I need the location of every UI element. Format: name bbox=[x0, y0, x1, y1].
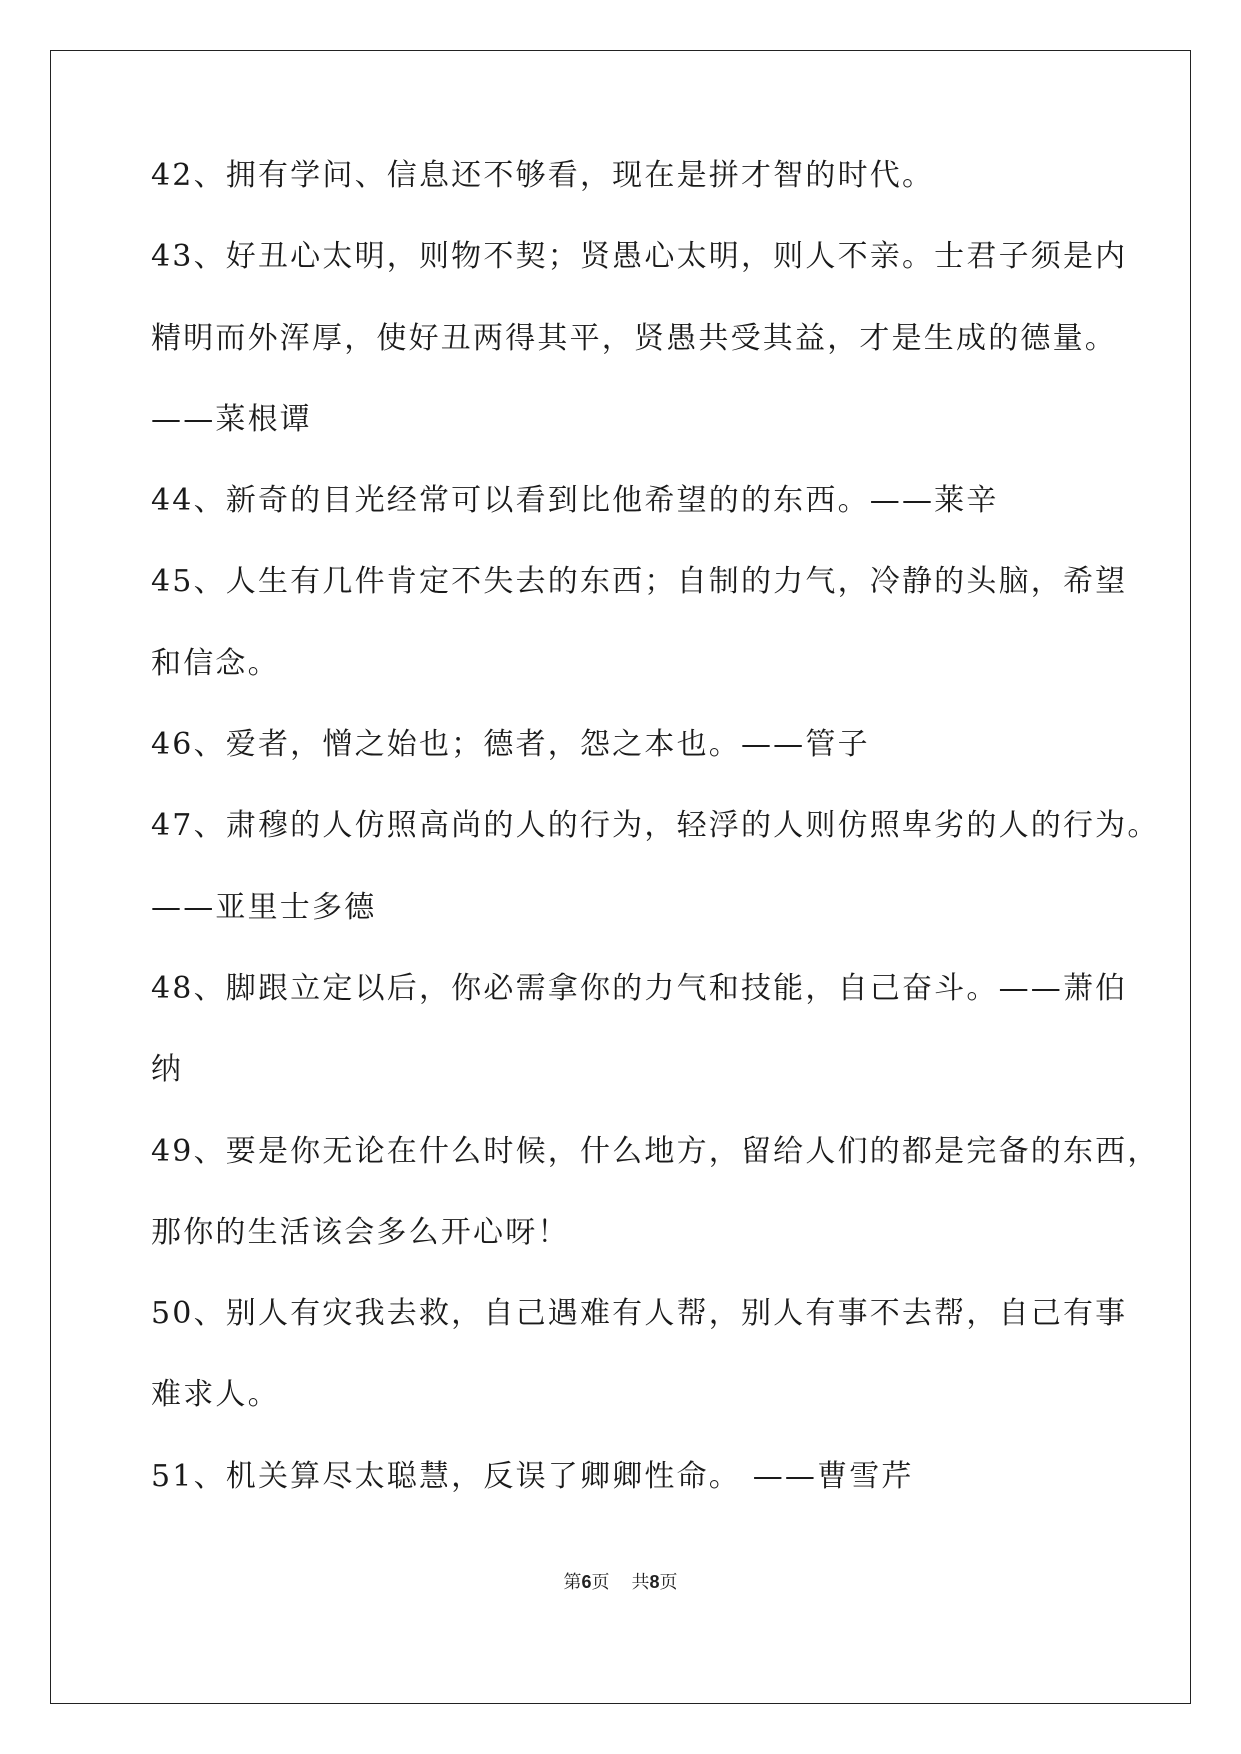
total-label-suffix: 页 bbox=[659, 1572, 678, 1593]
text-line-5: 44、新奇的目光经常可以看到比他希望的的东西。——莱辛 bbox=[151, 483, 999, 519]
text-line-4: ——菜根谭 bbox=[151, 401, 312, 437]
text-line-9: 47、肃穆的人仿照高尚的人的行为，轻浮的人则仿照卑劣的人的行为。 bbox=[151, 808, 1160, 844]
page-label-prefix: 第 bbox=[563, 1572, 582, 1593]
text-line-8: 46、爱者，憎之始也；德者，怨之本也。——管子 bbox=[151, 727, 870, 763]
text-line-10: ——亚里士多德 bbox=[151, 889, 377, 925]
page-footer bbox=[0, 1568, 1241, 1594]
text-line-6: 45、人生有几件肯定不失去的东西；自制的力气，冷静的头脑，希望 bbox=[151, 564, 1128, 600]
text-line-16: 难求人。 bbox=[151, 1377, 280, 1413]
text-line-1: 42、拥有学问、信息还不够看，现在是拼才智的时代。 bbox=[151, 158, 935, 193]
text-line-11: 48、脚跟立定以后，你必需拿你的力气和技能，自己奋斗。——萧伯 bbox=[151, 970, 1128, 1006]
document-body bbox=[151, 158, 1160, 1542]
current-page-number: 6 bbox=[581, 1572, 592, 1592]
text-line-14: 那你的生活该会多么开心呀！ bbox=[151, 1214, 570, 1250]
text-line-15: 50、别人有灾我去救，自己遇难有人帮，别人有事不去帮，自己有事 bbox=[151, 1296, 1128, 1332]
total-pages-number: 8 bbox=[649, 1572, 660, 1592]
total-label-prefix: 共 bbox=[631, 1572, 650, 1593]
text-line-13: 49、要是你无论在什么时候，什么地方，留给人们的都是完备的东西， bbox=[151, 1133, 1160, 1169]
text-line-7: 和信念。 bbox=[151, 645, 280, 681]
text-line-17: 51、机关算尽太聪慧，反误了卿卿性命。 ——曹雪芹 bbox=[151, 1458, 914, 1494]
text-line-12: 纳 bbox=[151, 1052, 184, 1088]
page-label-suffix: 页 bbox=[591, 1572, 610, 1593]
text-line-3: 精明而外浑厚，使好丑两得其平，贤愚共受其益，才是生成的德量。 bbox=[151, 320, 1117, 356]
text-line-2: 43、好丑心太明，则物不契；贤愚心太明，则人不亲。士君子须是内 bbox=[151, 239, 1128, 275]
